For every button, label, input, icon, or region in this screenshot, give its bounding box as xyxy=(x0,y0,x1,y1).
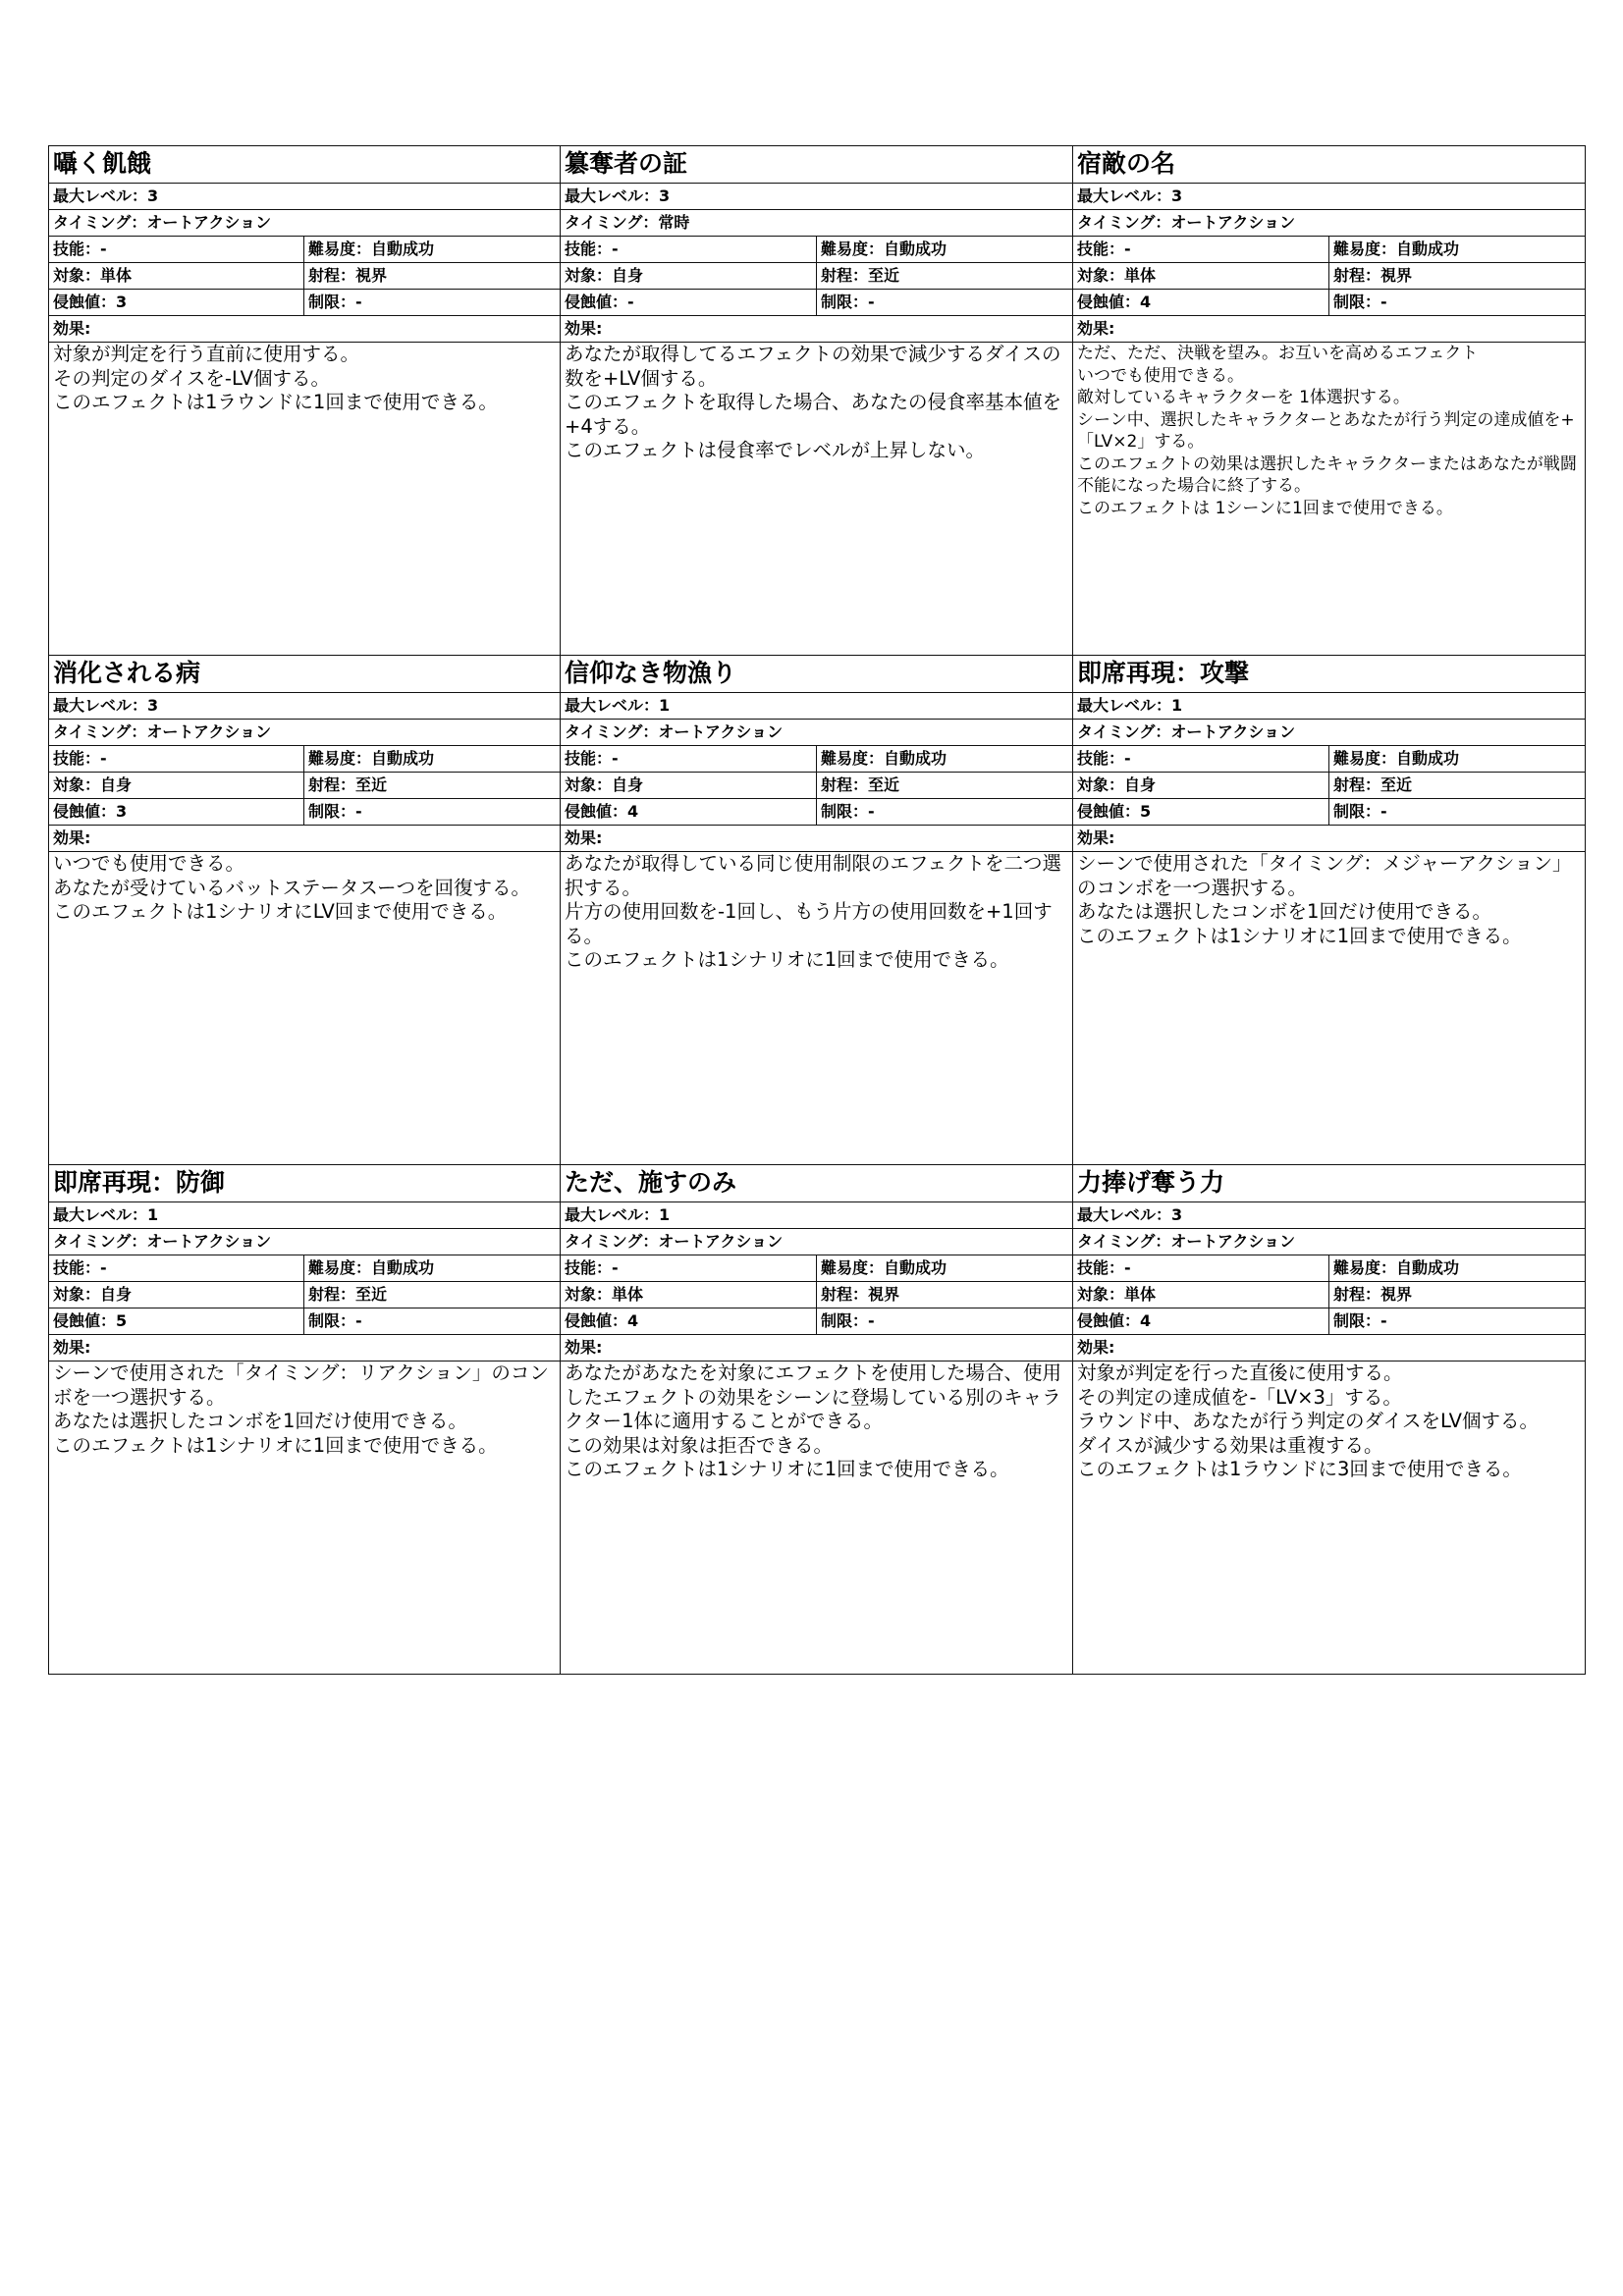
difficulty: 難易度：自動成功 xyxy=(817,237,1073,263)
small-row xyxy=(49,1202,1586,1229)
effect-description: あなたが取得してるエフェクトの効果で減少するダイスの数を+LV個する。 このエフェクトを取得した場合、あなたの侵食率基本値を+4する。 このエフェクトは侵食率でレベルが上昇しない。 xyxy=(561,343,1073,656)
effect-name: 簒奪者の証 xyxy=(561,146,1073,184)
effect-name: 即席再現：防御 xyxy=(49,1165,561,1202)
effect-card-table xyxy=(48,145,1586,1675)
effect-label: 効果: xyxy=(1073,316,1586,343)
effect-name: 信仰なき物漁り xyxy=(561,656,1073,693)
small-row xyxy=(49,1308,1586,1335)
small-row xyxy=(49,1229,1586,1255)
target: 対象：自身 xyxy=(49,773,304,799)
small-row xyxy=(49,1335,1586,1362)
max-level: 最大レベル：3 xyxy=(1073,1202,1586,1229)
skill: 技能：- xyxy=(49,237,304,263)
max-level: 最大レベル：3 xyxy=(49,184,561,210)
max-level: 最大レベル：3 xyxy=(561,184,1073,210)
limit: 制限：- xyxy=(304,1308,561,1335)
range: 射程：至近 xyxy=(304,773,561,799)
target: 対象：単体 xyxy=(1073,1282,1329,1308)
small-row xyxy=(49,210,1586,237)
skill: 技能：- xyxy=(1073,746,1329,773)
timing: タイミング：オートアクション xyxy=(1073,1229,1586,1255)
effect-description: シーンで使用された「タイミング：リアクション」のコンボを一つ選択する。 あなたは選択したコンボを1回だけ使用できる。 このエフェクトは1シナリオに1回まで使用できる。 xyxy=(49,1362,561,1675)
difficulty: 難易度：自動成功 xyxy=(304,746,561,773)
effect-description: ただ、ただ、決戦を望み。お互いを高めるエフェクト いつでも使用できる。 敵対しているキャラクターを 1体選択する。 シーン中、選択したキャラクターとあなたが行う判定の達成値を+「LV×2」する。 このエフェクトの効果は選択したキャラクターまたはあなたが戦闘不能になった場合に終了する。 このエフェクトは 1シーンに1回まで使用できる。 xyxy=(1073,343,1586,656)
small-row xyxy=(49,720,1586,746)
difficulty: 難易度：自動成功 xyxy=(304,237,561,263)
title-row xyxy=(49,656,1586,693)
small-row xyxy=(49,1282,1586,1308)
range: 射程：視界 xyxy=(1329,1282,1586,1308)
range: 射程：至近 xyxy=(817,263,1073,290)
erosion-value: 侵蝕値：4 xyxy=(1073,1308,1329,1335)
difficulty: 難易度：自動成功 xyxy=(1329,237,1586,263)
effect-label: 効果: xyxy=(1073,826,1586,852)
timing: タイミング：オートアクション xyxy=(1073,210,1586,237)
limit: 制限：- xyxy=(817,799,1073,826)
effect-label: 効果: xyxy=(561,1335,1073,1362)
max-level: 最大レベル：1 xyxy=(1073,693,1586,720)
small-row xyxy=(49,290,1586,316)
max-level: 最大レベル：3 xyxy=(1073,184,1586,210)
small-row xyxy=(49,773,1586,799)
timing: タイミング：オートアクション xyxy=(49,210,561,237)
limit: 制限：- xyxy=(817,290,1073,316)
target: 対象：単体 xyxy=(49,263,304,290)
effect-description: 対象が判定を行った直後に使用する。 その判定の達成値を-「LV×3」する。 ラウンド中、あなたが行う判定のダイスをLV個する。 ダイスが減少する効果は重複する。 このエフェクトは1ラウンドに3回まで使用できる。 xyxy=(1073,1362,1586,1675)
small-row xyxy=(49,693,1586,720)
erosion-value: 侵蝕値：4 xyxy=(1073,290,1329,316)
effect-label: 効果: xyxy=(561,316,1073,343)
effect-name: 消化される病 xyxy=(49,656,561,693)
skill: 技能：- xyxy=(561,1255,817,1282)
difficulty: 難易度：自動成功 xyxy=(304,1255,561,1282)
target: 対象：単体 xyxy=(1073,263,1329,290)
erosion-value: 侵蝕値：- xyxy=(561,290,817,316)
small-row xyxy=(49,1255,1586,1282)
effect-description: あなたがあなたを対象にエフェクトを使用した場合、使用したエフェクトの効果をシーンに登場している別のキャラクター1体に適用することができる。 この効果は対象は拒否できる。 このエフェクトは1シナリオに1回まで使用できる。 xyxy=(561,1362,1073,1675)
effect-label: 効果: xyxy=(49,1335,561,1362)
skill: 技能：- xyxy=(1073,1255,1329,1282)
max-level: 最大レベル：3 xyxy=(49,693,561,720)
target: 対象：自身 xyxy=(561,263,817,290)
title-row xyxy=(49,1165,1586,1202)
effect-name: 囁く飢餓 xyxy=(49,146,561,184)
erosion-value: 侵蝕値：4 xyxy=(561,1308,817,1335)
max-level: 最大レベル：1 xyxy=(49,1202,561,1229)
erosion-value: 侵蝕値：3 xyxy=(49,799,304,826)
target: 対象：自身 xyxy=(49,1282,304,1308)
timing: タイミング：オートアクション xyxy=(561,1229,1073,1255)
range: 射程：至近 xyxy=(1329,773,1586,799)
effect-name: 即席再現：攻撃 xyxy=(1073,656,1586,693)
skill: 技能：- xyxy=(561,746,817,773)
erosion-value: 侵蝕値：3 xyxy=(49,290,304,316)
difficulty: 難易度：自動成功 xyxy=(1329,1255,1586,1282)
skill: 技能：- xyxy=(49,1255,304,1282)
timing: タイミング：オートアクション xyxy=(1073,720,1586,746)
title-row xyxy=(49,146,1586,184)
range: 射程：至近 xyxy=(817,773,1073,799)
difficulty: 難易度：自動成功 xyxy=(1329,746,1586,773)
small-row xyxy=(49,826,1586,852)
limit: 制限：- xyxy=(1329,799,1586,826)
limit: 制限：- xyxy=(304,799,561,826)
skill: 技能：- xyxy=(561,237,817,263)
body-row xyxy=(49,1362,1586,1675)
effect-name: 力捧げ奪う力 xyxy=(1073,1165,1586,1202)
small-row xyxy=(49,799,1586,826)
erosion-value: 侵蝕値：5 xyxy=(49,1308,304,1335)
small-row xyxy=(49,316,1586,343)
range: 射程：視界 xyxy=(817,1282,1073,1308)
limit: 制限：- xyxy=(817,1308,1073,1335)
limit: 制限：- xyxy=(1329,1308,1586,1335)
limit: 制限：- xyxy=(1329,290,1586,316)
target: 対象：自身 xyxy=(1073,773,1329,799)
effect-name: 宿敵の名 xyxy=(1073,146,1586,184)
timing: タイミング：オートアクション xyxy=(49,1229,561,1255)
small-row xyxy=(49,184,1586,210)
small-row xyxy=(49,237,1586,263)
body-row xyxy=(49,852,1586,1165)
body-row xyxy=(49,343,1586,656)
effect-description: シーンで使用された「タイミング：メジャーアクション」のコンボを一つ選択する。 あなたは選択したコンボを1回だけ使用できる。 このエフェクトは1シナリオに1回まで使用できる。 xyxy=(1073,852,1586,1165)
erosion-value: 侵蝕値：4 xyxy=(561,799,817,826)
effect-label: 効果: xyxy=(561,826,1073,852)
small-row xyxy=(49,746,1586,773)
small-row xyxy=(49,263,1586,290)
effect-description: 対象が判定を行う直前に使用する。 その判定のダイスを-LV個する。 このエフェクトは1ラウンドに1回まで使用できる。 xyxy=(49,343,561,656)
max-level: 最大レベル：1 xyxy=(561,1202,1073,1229)
difficulty: 難易度：自動成功 xyxy=(817,746,1073,773)
effect-label: 効果: xyxy=(1073,1335,1586,1362)
erosion-value: 侵蝕値：5 xyxy=(1073,799,1329,826)
effect-label: 効果: xyxy=(49,826,561,852)
max-level: 最大レベル：1 xyxy=(561,693,1073,720)
timing: タイミング：オートアクション xyxy=(561,720,1073,746)
range: 射程：視界 xyxy=(304,263,561,290)
target: 対象：単体 xyxy=(561,1282,817,1308)
effect-label: 効果: xyxy=(49,316,561,343)
difficulty: 難易度：自動成功 xyxy=(817,1255,1073,1282)
effect-name: ただ、施すのみ xyxy=(561,1165,1073,1202)
skill: 技能：- xyxy=(49,746,304,773)
timing: タイミング：オートアクション xyxy=(49,720,561,746)
range: 射程：至近 xyxy=(304,1282,561,1308)
range: 射程：視界 xyxy=(1329,263,1586,290)
limit: 制限：- xyxy=(304,290,561,316)
skill: 技能：- xyxy=(1073,237,1329,263)
effect-description: あなたが取得している同じ使用制限のエフェクトを二つ選択する。 片方の使用回数を-1回し、もう片方の使用回数を+1回する。 このエフェクトは1シナリオに1回まで使用できる。 xyxy=(561,852,1073,1165)
timing: タイミング：常時 xyxy=(561,210,1073,237)
target: 対象：自身 xyxy=(561,773,817,799)
effect-description: いつでも使用できる。 あなたが受けているバットステータスーつを回復する。 このエフェクトは1シナリオにLV回まで使用できる。 xyxy=(49,852,561,1165)
